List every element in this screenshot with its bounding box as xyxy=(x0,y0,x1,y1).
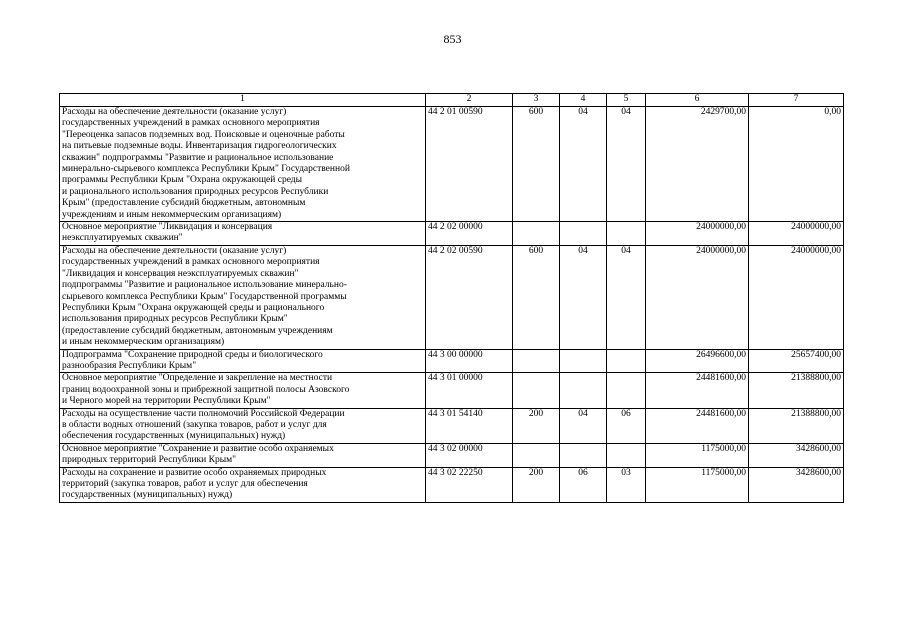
section-code xyxy=(560,222,607,246)
row-description xyxy=(60,467,426,502)
section-code: 06 xyxy=(560,467,607,502)
table-row xyxy=(60,222,844,246)
subsection-code xyxy=(607,373,646,408)
amount-col6: 24000000,00 xyxy=(646,222,749,246)
amount-col7: 25657400,00 xyxy=(749,349,844,373)
subsection-code xyxy=(607,443,646,467)
amount-col7: 21388800,00 xyxy=(749,408,844,443)
budget-code: 44 3 02 22250 xyxy=(426,467,513,502)
row-description xyxy=(60,245,426,349)
description-line: сырьевого комплекса Республики Крым" Государственной программы xyxy=(62,291,347,302)
row-description xyxy=(60,349,426,373)
expense-type-code xyxy=(513,373,560,408)
description-line: государственных (муниципальных) нужд) xyxy=(62,490,233,501)
budget-code: 44 3 00 00000 xyxy=(426,349,513,373)
amount-col7: 24000000,00 xyxy=(749,222,844,246)
description-line: Основное мероприятие "Сохранение и развитие особо охраняемых xyxy=(62,443,334,454)
expense-type-code: 600 xyxy=(513,245,560,349)
amount-col6: 1175000,00 xyxy=(646,443,749,467)
table-row xyxy=(60,245,844,349)
description-line: неэксплуатируемых скважин" xyxy=(62,233,183,244)
budget-table xyxy=(59,93,844,503)
section-code xyxy=(560,443,607,467)
column-header: 6 xyxy=(646,94,749,107)
description-line: Расходы на осуществление части полномочий Российской Федерации xyxy=(62,408,345,419)
section-code xyxy=(560,349,607,373)
description-line: программы Республики Крым "Охрана окружающей среды xyxy=(62,175,303,186)
row-description xyxy=(60,222,426,246)
description-line: Основное мероприятие "Ликвидация и консервация xyxy=(62,222,273,233)
column-header: 7 xyxy=(749,94,844,107)
table-row xyxy=(60,373,844,408)
description-line: Подпрограмма "Сохранение природной среды и биологического xyxy=(62,349,323,360)
subsection-code: 06 xyxy=(607,408,646,443)
table-row xyxy=(60,467,844,502)
description-line: Расходы на сохранение и развитие особо охраняемых природных xyxy=(62,467,327,478)
amount-col6: 24481600,00 xyxy=(646,373,749,408)
description-line: территорий (закупка товаров, работ и услуг для обеспечения xyxy=(62,479,308,489)
section-code: 04 xyxy=(560,408,607,443)
description-line: границ водоохранной зоны и прибрежной защитной полосы Азовского xyxy=(62,384,350,395)
subsection-code: 04 xyxy=(607,107,646,222)
budget-code: 44 3 01 00000 xyxy=(426,373,513,408)
expense-type-code xyxy=(513,349,560,373)
expense-type-code: 200 xyxy=(513,467,560,502)
description-line: на питьевые подземные воды. Инвентаризация гидрогеологических xyxy=(62,141,337,152)
budget-code: 44 2 02 00000 xyxy=(426,222,513,246)
description-line: природных территорий Республики Крым" xyxy=(62,455,236,466)
row-description xyxy=(60,443,426,467)
amount-col7: 3428600,00 xyxy=(749,467,844,502)
description-line: и Черного морей на территории Республики Крым" xyxy=(62,396,271,407)
amount-col7: 0,00 xyxy=(749,107,844,222)
table-row xyxy=(60,107,844,222)
subsection-code: 04 xyxy=(607,245,646,349)
page-number: 853 xyxy=(443,32,462,46)
amount-col6: 24481600,00 xyxy=(646,408,749,443)
description-line: Расходы на обеспечение деятельности (оказание услуг) xyxy=(62,107,287,117)
description-line: использования природных ресурсов Республики Крым" xyxy=(62,314,288,325)
budget-code: 44 2 02 00590 xyxy=(426,245,513,349)
amount-col7: 21388800,00 xyxy=(749,373,844,408)
description-line: подпрограммы "Развитие и рациональное использование минерально- xyxy=(62,280,347,291)
expense-type-code: 200 xyxy=(513,408,560,443)
row-description xyxy=(60,373,426,408)
amount-col6: 24000000,00 xyxy=(646,245,749,349)
section-code xyxy=(560,373,607,408)
budget-code: 44 3 02 00000 xyxy=(426,443,513,467)
expense-type-code xyxy=(513,443,560,467)
column-header: 2 xyxy=(426,94,513,107)
amount-col6: 26496600,00 xyxy=(646,349,749,373)
section-code: 04 xyxy=(560,245,607,349)
amount-col7: 24000000,00 xyxy=(749,245,844,349)
description-line: Расходы на обеспечение деятельности (оказание услуг) xyxy=(62,245,287,256)
description-line: Республики Крым "Охрана окружающей среды и рационального xyxy=(62,302,325,313)
column-header: 4 xyxy=(560,94,607,107)
description-line: государственных учреждений в рамках основного мероприятия xyxy=(62,257,320,268)
table-header-row xyxy=(60,94,844,107)
amount-col6: 2429700,00 xyxy=(646,107,749,222)
budget-code: 44 2 01 00590 xyxy=(426,107,513,222)
column-header: 5 xyxy=(607,94,646,107)
row-description xyxy=(60,107,426,222)
subsection-code xyxy=(607,349,646,373)
description-line: минерально-сырьевого комплекса Республики Крым" Государственной xyxy=(62,164,350,175)
description-line: "Переоценка запасов подземных вод. Поисковые и оценочные работы xyxy=(62,129,345,140)
section-code: 04 xyxy=(560,107,607,222)
description-line: в области водных отношений (закупка товаров, работ и услуг для xyxy=(62,419,327,430)
description-line: и рационального использования природных ресурсов Республики xyxy=(62,186,329,197)
description-line: разнообразия Республики Крым" xyxy=(62,360,197,371)
column-header: 3 xyxy=(513,94,560,107)
table-row xyxy=(60,349,844,373)
description-line: обеспечения государственных (муниципальных) нужд) xyxy=(62,431,286,442)
column-header: 1 xyxy=(60,94,426,107)
table-row xyxy=(60,443,844,467)
amount-col7: 3428600,00 xyxy=(749,443,844,467)
row-description xyxy=(60,408,426,443)
subsection-code xyxy=(607,222,646,246)
description-line: "Ликвидация и консервация неэксплуатируемых скважин" xyxy=(62,268,299,279)
description-line: учреждениям и иным некоммерческим организациям) xyxy=(62,209,282,220)
budget-code: 44 3 01 54140 xyxy=(426,408,513,443)
description-line: Крым" (предоставление субсидий бюджетным, автономным xyxy=(62,198,306,209)
subsection-code: 03 xyxy=(607,467,646,502)
description-line: государственных учреждений в рамках основного мероприятия xyxy=(62,118,320,129)
table-row xyxy=(60,408,844,443)
description-line: и иным некоммерческим организациям) xyxy=(62,337,225,348)
description-line: Основное мероприятие "Определение и закрепление на местности xyxy=(62,373,333,384)
description-line: (предоставление субсидий бюджетным, автономным учреждениям xyxy=(62,325,333,336)
description-line: скважин" подпрограммы "Развитие и рациональное использование xyxy=(62,152,334,163)
expense-type-code: 600 xyxy=(513,107,560,222)
expense-type-code xyxy=(513,222,560,246)
amount-col6: 1175000,00 xyxy=(646,467,749,502)
